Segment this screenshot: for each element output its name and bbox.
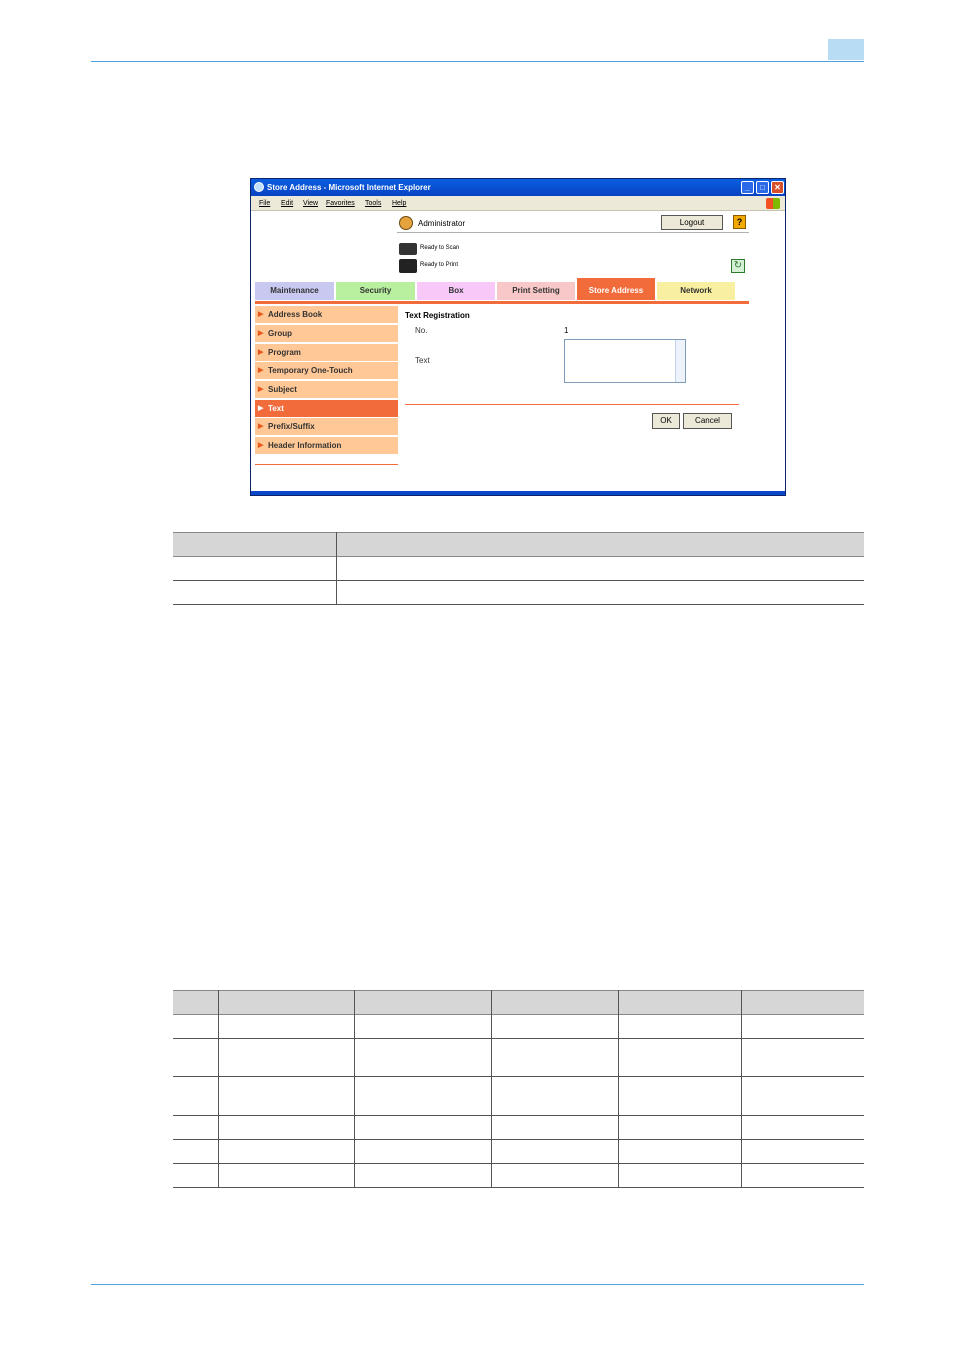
table-column-divider xyxy=(741,990,742,1188)
tab-print-setting[interactable]: Print Setting xyxy=(497,282,575,300)
side-menu-label: Subject xyxy=(268,385,297,394)
close-icon[interactable]: ✕ xyxy=(771,181,784,194)
table-header xyxy=(173,990,864,1015)
help-icon[interactable]: ? xyxy=(733,215,746,229)
tab-security[interactable]: Security xyxy=(336,282,415,300)
admin-icon xyxy=(399,216,413,230)
tab-underline xyxy=(255,301,749,304)
status-scan: Ready to Scan xyxy=(420,245,460,251)
menu-edit[interactable]: Edit xyxy=(281,200,294,207)
chapter-marker xyxy=(828,39,864,60)
arrow-icon: ▶ xyxy=(258,423,264,430)
side-menu-header-information[interactable] xyxy=(255,437,398,455)
table-row xyxy=(173,1163,864,1164)
windows-logo-icon xyxy=(766,198,780,209)
printer-icon xyxy=(399,259,417,273)
side-menu-program[interactable] xyxy=(255,344,398,362)
arrow-icon: ▶ xyxy=(258,386,264,393)
tab-maintenance[interactable]: Maintenance xyxy=(255,282,334,300)
side-menu-temporary-one-touch[interactable] xyxy=(255,362,398,380)
browser-window xyxy=(250,178,786,496)
side-menu-address-book[interactable] xyxy=(255,306,398,324)
window-bottom-border xyxy=(251,491,785,495)
side-menu-label: Group xyxy=(268,329,292,338)
side-menu-label: Prefix/Suffix xyxy=(268,422,315,431)
maximize-icon[interactable]: □ xyxy=(756,181,769,194)
menu-tools[interactable]: Tools xyxy=(365,200,382,207)
tab-box[interactable]: Box xyxy=(417,282,495,300)
text-label: Text xyxy=(415,356,430,365)
table-row xyxy=(173,604,864,605)
status-print: Ready to Print xyxy=(420,262,459,268)
textarea-scrollbar[interactable] xyxy=(675,340,685,382)
arrow-icon: ▶ xyxy=(258,405,264,412)
table-column-divider xyxy=(354,990,355,1188)
side-menu-subject[interactable] xyxy=(255,381,398,399)
ie-icon xyxy=(254,182,264,192)
table-row xyxy=(173,1038,864,1039)
side-menu-end-rule xyxy=(255,464,398,465)
ok-button[interactable]: OK xyxy=(652,413,680,429)
cancel-button[interactable]: Cancel xyxy=(683,413,732,429)
side-menu-label: Address Book xyxy=(268,310,323,319)
refresh-icon[interactable]: ↻ xyxy=(731,259,745,273)
no-label: No. xyxy=(415,326,428,335)
table-column-divider xyxy=(336,532,337,605)
arrow-icon: ▶ xyxy=(258,330,264,337)
arrow-icon: ▶ xyxy=(258,349,264,356)
table-row xyxy=(173,1139,864,1140)
tab-network[interactable]: Network xyxy=(657,282,735,300)
menu-favorites[interactable]: Favorites xyxy=(326,200,355,207)
header-divider xyxy=(397,232,749,233)
side-menu-label: Text xyxy=(268,404,284,413)
arrow-icon: ▶ xyxy=(258,442,264,449)
character-table xyxy=(173,990,864,1189)
logout-button[interactable]: Logout xyxy=(661,215,723,230)
window-title: Store Address - Microsoft Internet Explorer xyxy=(267,183,431,192)
menu-bar xyxy=(251,196,785,211)
page-footer-rule xyxy=(91,1284,864,1285)
scanner-icon xyxy=(399,243,417,255)
arrow-icon: ▶ xyxy=(258,311,264,318)
menu-view[interactable]: View xyxy=(303,200,319,207)
table-row xyxy=(173,1076,864,1077)
arrow-icon: ▶ xyxy=(258,367,264,374)
form-divider xyxy=(405,404,739,405)
side-menu-label: Program xyxy=(268,348,301,357)
user-name: Administrator xyxy=(418,219,466,228)
tab-store-address[interactable]: Store Address xyxy=(577,278,655,300)
table-header xyxy=(173,532,864,557)
table-column-divider xyxy=(618,990,619,1188)
side-menu-label: Header Information xyxy=(268,441,342,450)
table-row xyxy=(173,1187,864,1188)
side-menu-label: Temporary One-Touch xyxy=(268,366,353,375)
minimize-icon[interactable]: _ xyxy=(741,181,754,194)
menu-help[interactable]: Help xyxy=(392,200,407,207)
side-menu-text[interactable] xyxy=(255,400,398,418)
page-header-rule xyxy=(91,61,864,62)
table-column-divider xyxy=(218,990,219,1188)
form-title: Text Registration xyxy=(405,311,470,320)
side-menu-group[interactable] xyxy=(255,325,398,343)
side-menu-prefix-suffix[interactable] xyxy=(255,418,398,436)
no-value: 1 xyxy=(564,326,569,335)
table-row xyxy=(173,1115,864,1116)
table-row xyxy=(173,580,864,581)
settings-table xyxy=(173,532,864,606)
menu-file[interactable]: File xyxy=(259,200,271,207)
title-bar xyxy=(251,179,785,196)
text-input[interactable] xyxy=(564,339,686,383)
table-column-divider xyxy=(491,990,492,1188)
